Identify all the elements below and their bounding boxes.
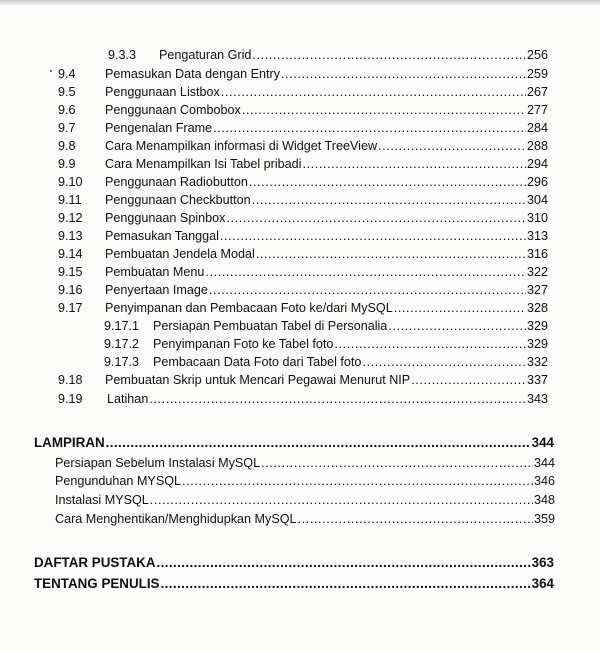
dot-leader xyxy=(334,336,526,352)
toc-lampiran-item[interactable] xyxy=(55,473,555,489)
toc-entry-title: Penggunaan Spinbox xyxy=(105,211,226,225)
toc-entry-number: 9.7 xyxy=(58,121,76,135)
toc-entry-number: 9.8 xyxy=(58,139,76,153)
toc-section-page: 363 xyxy=(531,555,554,570)
toc-entry-number: 9.18 xyxy=(58,373,83,387)
toc-entry-page: 348 xyxy=(533,493,555,507)
toc-entry-number: 9.15 xyxy=(58,265,83,279)
toc-entry-page: 310 xyxy=(526,211,548,225)
toc-entry[interactable] xyxy=(58,282,548,298)
toc-entry-title: Pengunduhan MYSQL xyxy=(55,474,182,488)
toc-entry-page: 346 xyxy=(533,474,555,488)
toc-entry-page: 337 xyxy=(526,373,548,387)
toc-entry[interactable] xyxy=(58,264,548,280)
toc-entry[interactable] xyxy=(104,336,548,352)
toc-entry-number: 9.10 xyxy=(58,175,83,189)
toc-entry-number: 9.17.1 xyxy=(104,319,140,333)
toc-entry[interactable] xyxy=(58,174,548,190)
toc-entry-number: 9.17 xyxy=(58,301,83,315)
dot-leader xyxy=(252,47,526,63)
dot-leader xyxy=(302,156,526,172)
dot-leader xyxy=(205,264,526,280)
toc-entry-title: Penyimpanan dan Pembacaan Foto ke/dari MySQL xyxy=(105,301,393,315)
toc-entry-title: Pembuatan Skrip untuk Mencari Pegawai Menurut NIP xyxy=(105,373,411,387)
toc-entry-number: 9.16 xyxy=(58,283,83,297)
toc-entry-title: Pemasukan Data dengan Entry xyxy=(105,67,281,81)
toc-entry-title: Penggunaan Listbox xyxy=(105,85,220,99)
dot-leader xyxy=(149,391,526,407)
toc-lampiran-item[interactable] xyxy=(55,455,555,471)
toc-section-page: 364 xyxy=(531,576,554,591)
dot-leader xyxy=(362,354,526,370)
dot-leader xyxy=(249,174,526,190)
toc-entry[interactable] xyxy=(58,210,548,226)
toc-entry-title: Penyertaan Image xyxy=(105,283,208,297)
toc-lampiran-heading[interactable] xyxy=(34,434,554,452)
toc-entry-page: 332 xyxy=(526,355,548,369)
toc-entry-number: 9.19 xyxy=(58,392,83,406)
toc-entry-title: Penyimpanan Foto ke Tabel foto xyxy=(153,337,334,351)
toc-entry-page: 322 xyxy=(526,265,548,279)
dot-leader xyxy=(411,372,526,388)
toc-entry-page: 267 xyxy=(526,85,548,99)
toc-lampiran-item[interactable] xyxy=(55,492,555,508)
toc-entry-title: Penggunaan Radiobutton xyxy=(105,175,248,189)
toc-section-page: 344 xyxy=(531,435,554,450)
dot-leader xyxy=(388,318,526,334)
toc-daftar-pustaka-heading[interactable] xyxy=(34,554,554,572)
toc-entry-page: 327 xyxy=(526,283,548,297)
toc-entry[interactable] xyxy=(58,138,548,154)
toc-section-title: TENTANG PENULIS xyxy=(34,576,160,591)
toc-entry-title: Penggunaan Checkbutton xyxy=(105,193,251,207)
toc-entry-title: Cara Menampilkan Isi Tabel pribadi xyxy=(105,157,302,171)
toc-entry-page: 344 xyxy=(533,456,555,470)
toc-entry-title: Latihan xyxy=(107,392,149,406)
toc-entry-number: 9.13 xyxy=(58,229,83,243)
toc-entry[interactable] xyxy=(104,354,548,370)
toc-entry-number: 9.17.2 xyxy=(104,337,140,351)
toc-section-title: DAFTAR PUSTAKA xyxy=(34,555,156,570)
toc-entry-title: Persiapan Pembuatan Tabel di Personalia xyxy=(153,319,388,333)
toc-entry-page: 359 xyxy=(533,512,555,526)
toc-entry-title: Cara Menghentikan/Menghidupkan MySQL xyxy=(55,512,297,526)
toc-entry-title: Cara Menampilkan informasi di Widget TreeView xyxy=(105,139,378,153)
toc-entry-page: 343 xyxy=(526,392,548,406)
toc-lampiran-item[interactable] xyxy=(55,511,555,527)
toc-entry[interactable] xyxy=(58,228,548,244)
toc-entry-number: 9.5 xyxy=(58,85,76,99)
dot-leader xyxy=(226,210,526,226)
toc-entry-page: 328 xyxy=(526,301,548,315)
toc-entry-number: 9.9 xyxy=(58,157,76,171)
toc-entry-page: 288 xyxy=(526,139,548,153)
toc-entry-number: 9.4 xyxy=(58,67,76,81)
stray-dot-mark xyxy=(50,70,52,72)
toc-entry-number: 9.11 xyxy=(58,193,82,207)
toc-entry-page: 316 xyxy=(526,247,548,261)
dot-leader xyxy=(220,228,526,244)
toc-entry[interactable] xyxy=(58,246,548,262)
toc-entry-page: 296 xyxy=(526,175,548,189)
toc-entry[interactable] xyxy=(58,102,548,118)
toc-section-title: LAMPIRAN xyxy=(34,435,105,450)
toc-entry-page: 294 xyxy=(526,157,548,171)
toc-entry[interactable] xyxy=(58,300,548,316)
dot-leader xyxy=(256,246,526,262)
dot-leader xyxy=(281,66,526,82)
toc-entry-page: 256 xyxy=(526,48,548,62)
dot-leader xyxy=(157,554,531,572)
dot-leader xyxy=(221,84,526,100)
toc-entry-number: 9.6 xyxy=(58,103,76,117)
toc-entry[interactable] xyxy=(58,391,548,407)
toc-entry-title: Persiapan Sebelum Instalasi MySQL xyxy=(55,456,261,470)
dot-leader xyxy=(160,575,530,593)
toc-entry-title: Pengaturan Grid xyxy=(159,48,252,62)
toc-entry-number: 9.12 xyxy=(58,211,83,225)
toc-entry-page: 284 xyxy=(526,121,548,135)
toc-entry[interactable] xyxy=(108,47,548,63)
toc-entry-title: Pengenalan Frame xyxy=(105,121,213,135)
toc-tentang-penulis-heading[interactable] xyxy=(34,575,554,593)
dot-leader xyxy=(150,492,533,508)
dot-leader xyxy=(242,102,526,118)
toc-entry-page: 304 xyxy=(526,193,548,207)
toc-entry[interactable] xyxy=(58,66,548,82)
toc-entry-page: 329 xyxy=(526,337,548,351)
dot-leader xyxy=(378,138,526,154)
toc-entry[interactable] xyxy=(58,156,548,172)
dot-leader xyxy=(213,120,526,136)
page-top-edge xyxy=(0,0,600,6)
toc-entry-number: 9.3.3 xyxy=(108,48,137,62)
toc-entry-page: 313 xyxy=(526,229,548,243)
toc-entry[interactable] xyxy=(58,84,548,100)
toc-entry-title: Pemasukan Tanggal xyxy=(105,229,219,243)
toc-entry-page: 329 xyxy=(526,319,548,333)
toc-entry-title: Instalasi MYSQL xyxy=(55,493,149,507)
toc-entry-page: 259 xyxy=(526,67,548,81)
toc-entry-title: Penggunaan Combobox xyxy=(105,103,241,117)
dot-leader xyxy=(252,192,526,208)
toc-entry[interactable] xyxy=(104,318,548,334)
toc-entry[interactable] xyxy=(58,372,548,388)
toc-entry-title: Pembuatan Jendela Modal xyxy=(105,247,255,261)
toc-entry-number: 9.17.3 xyxy=(104,355,140,369)
dot-leader xyxy=(298,511,533,527)
toc-entry[interactable] xyxy=(58,120,548,136)
dot-leader xyxy=(209,282,526,298)
dot-leader xyxy=(394,300,526,316)
dot-leader xyxy=(261,455,533,471)
dot-leader xyxy=(182,473,533,489)
toc-entry-title: Pembuatan Menu xyxy=(105,265,205,279)
toc-entry-number: 9.14 xyxy=(58,247,83,261)
dot-leader xyxy=(106,434,531,452)
toc-entry-title: Pembacaan Data Foto dari Tabel foto xyxy=(153,355,362,369)
toc-entry[interactable] xyxy=(58,192,548,208)
toc-entry-page: 277 xyxy=(526,103,548,117)
